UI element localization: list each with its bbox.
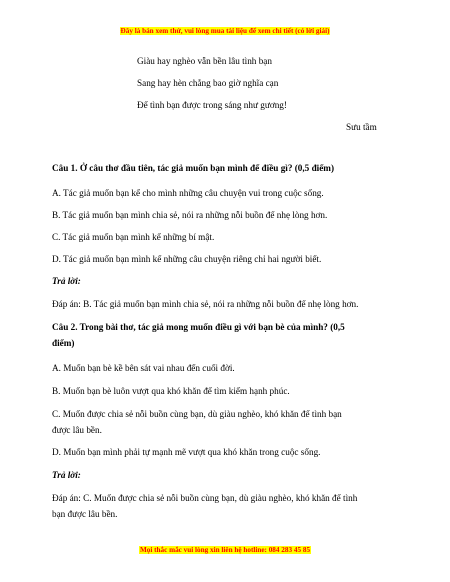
poem-line: Sang hay hèn chẳng bao giờ nghĩa cạn — [137, 78, 279, 88]
question-2-option-c-continued: được lâu bền. — [52, 425, 102, 435]
preview-notice-banner — [0, 27, 450, 36]
question-2-option-b: B. Muốn bạn bè luôn vượt qua khó khăn để tìm kiếm hạnh phúc. — [52, 386, 290, 396]
question-2-title-continued: điểm) — [52, 338, 75, 348]
poem-line: Để tình bạn được trong sáng như gương! — [137, 100, 287, 110]
question-2-option-d: D. Muốn bạn mình phải tự mạnh mẽ vượt qua khó khăn trong cuộc sống. — [52, 447, 321, 457]
question-2-option-a: A. Muốn bạn bè kề bên sát vai nhau đến cuối đời. — [52, 363, 235, 373]
hotline-notice-banner — [0, 546, 450, 555]
question-1-option-c: C. Tác giả muốn bạn mình kể những bí mật. — [52, 232, 215, 242]
question-1-option-a: A. Tác giả muốn bạn kể cho mình những câu chuyện vui trong cuộc sống. — [52, 188, 324, 198]
question-2-title: Câu 2. Trong bài thơ, tác giả mong muốn điều gì với bạn bè của mình? (0,5 — [52, 322, 345, 332]
question-2-answer-label: Trả lời: — [52, 470, 81, 480]
question-1-answer: Đáp án: B. Tác giả muốn bạn mình chia sẻ, nói ra những nỗi buồn để nhẹ lòng hơn. — [52, 299, 359, 309]
question-1-answer-label: Trả lời: — [52, 276, 81, 286]
preview-notice-text: Đây là bản xem thử, vui lòng mua tài liệu để xem chi tiết (có lời giải) — [120, 27, 330, 35]
question-2-answer: Đáp án: C. Muốn được chia sẻ nỗi buồn cùng bạn, dù giàu nghèo, khó khăn để tình — [52, 493, 358, 503]
question-1-option-b: B. Tác giả muốn bạn mình chia sẻ, nói ra những nỗi buồn để nhẹ lòng hơn. — [52, 210, 328, 220]
question-2-option-c: C. Muốn được chia sẻ nỗi buồn cùng bạn, dù giàu nghèo, khó khăn để tình bạn — [52, 409, 342, 419]
poem-credit: Sưu tầm — [346, 122, 377, 132]
hotline-notice-text: Mọi thắc mắc vui lòng xin liên hệ hotline: 084 283 45 85 — [139, 546, 311, 554]
poem-line: Giàu hay nghèo vẫn bền lâu tình bạn — [137, 56, 272, 66]
question-2-answer-continued: bạn được lâu bền. — [52, 509, 118, 519]
question-1-option-d: D. Tác giả muốn bạn mình kể những câu chuyện riêng chỉ hai người biết. — [52, 254, 322, 264]
question-1-title: Câu 1. Ở câu thơ đầu tiên, tác giả muốn bạn mình để điều gì? (0,5 điểm) — [52, 163, 335, 173]
